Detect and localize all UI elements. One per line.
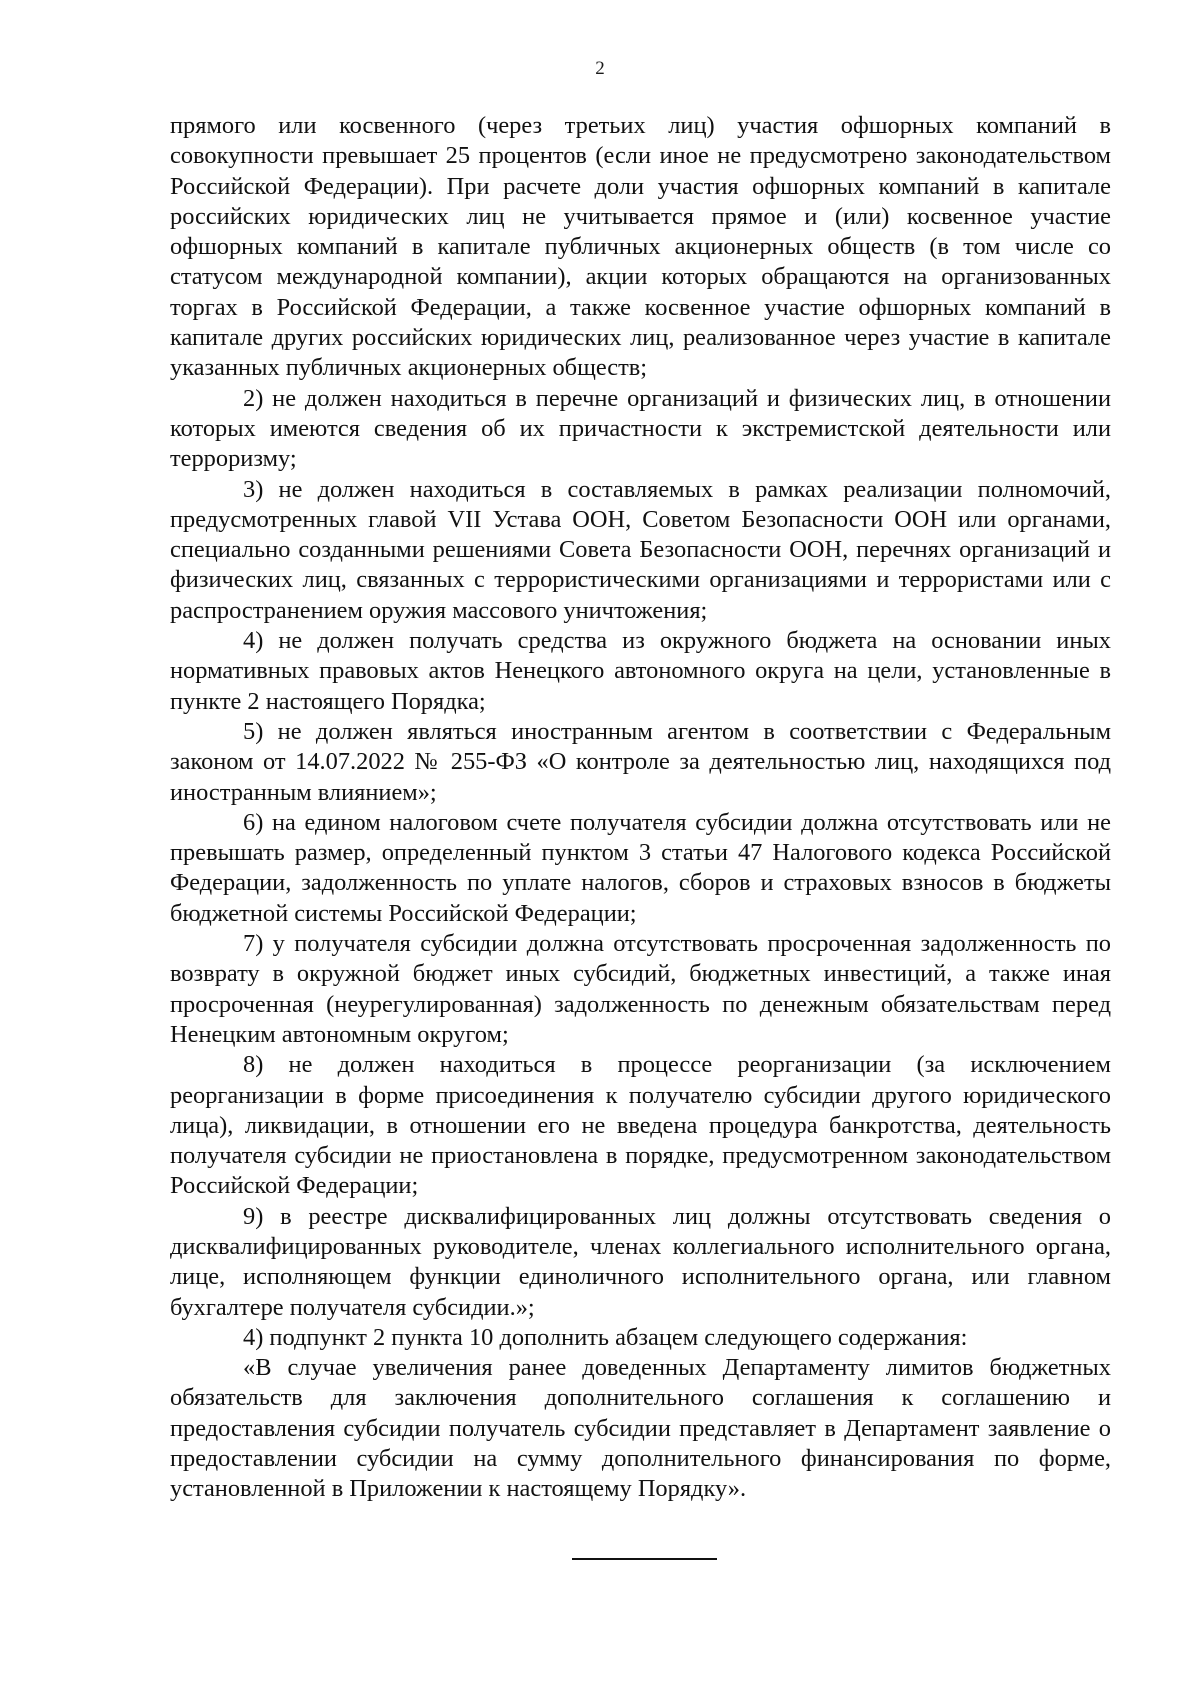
paragraph-item-5: 5) не должен являться иностранным агентом в соответствии с Федеральным законом от 14.07.2022 № 255-ФЗ «О контроле за деятельностью лиц, находящихся под иностранным влиянием»; bbox=[170, 717, 1111, 806]
page-number: 2 bbox=[595, 58, 605, 79]
paragraph-item-9: 9) в реестре дисквалифицированных лиц должны отсутствовать сведения о дисквалифицированных руководителе, членах коллегиального исполнительного органа, лице, исполняющем функции единоличного исполнительного органа, или главном бухгалтере получателя субсидии.»; bbox=[170, 1202, 1111, 1321]
paragraph-amendment-quote: «В случае увеличения ранее доведенных Департаменту лимитов бюджетных обязательств для заключения дополнительного соглашения к соглашению и предоставления субсидии получатель субсидии представляет в Департамент заявление о предоставлении субсидии на сумму дополнительного финансирования по форме, установленной в Приложении к настоящему Порядку». bbox=[170, 1354, 1111, 1503]
paragraph-item-6: 6) на едином налоговом счете получателя субсидии должна отсутствовать или не превышать размер, определенный пунктом 3 статьи 47 Налогового кодекса Российской Федерации, задолженность по уплате налогов, сборов и страховых взносов в бюджеты бюджетной системы Российской Федерации; bbox=[170, 808, 1111, 927]
paragraph-item-2: 2) не должен находиться в перечне организаций и физических лиц, в отношении которых имеются сведения об их причастности к экстремистской деятельности или терроризму; bbox=[170, 384, 1111, 473]
paragraph-item-3: 3) не должен находиться в составляемых в рамках реализации полномочий, предусмотренных главой VII Устава ООН, Советом Безопасности ООН или органами, специально созданными решениями Совета Безопасности ООН, перечнях организаций и физических лиц, связанных с террористическими организациями и террористами или с распространением оружия массового уничтожения; bbox=[170, 475, 1111, 624]
paragraph-item-7: 7) у получателя субсидии должна отсутствовать просроченная задолженность по возврату в окружной бюджет иных субсидий, бюджетных инвестиций, а также иная просроченная (неурегулированная) задолженность по денежным обязательствам перед Ненецким автономным округом; bbox=[170, 930, 1111, 1048]
paragraph-offshore-participation: прямого или косвенного (через третьих лиц) участия офшорных компаний в совокупности превышает 25 процентов (если иное не предусмотрено законодательством Российской Федерации). При расчете доли участия офшорных компаний в капитале российских юридических лиц не учитывается прямое и (или) косвенное участие офшорных компаний в капитале публичных акционерных обществ (в том числе со статусом международной компании), акции которых обращаются на организованных торгах в Российской Федерации, а также косвенное участие офшорных компаний в капитале других российских юридических лиц, реализованное через участие в капитале указанных публичных акционерных обществ; bbox=[170, 112, 1111, 382]
paragraph-amendment-4: 4) подпункт 2 пункта 10 дополнить абзацем следующего содержания: bbox=[243, 1323, 968, 1351]
document-body bbox=[170, 111, 1111, 1505]
end-of-document-rule bbox=[572, 1558, 717, 1560]
paragraph-item-8: 8) не должен находиться в процессе реорганизации (за исключением реорганизации в форме присоединения к получателю субсидии другого юридического лица), ликвидации, в отношении его не введена процедура банкротства, деятельность получателя субсидии не приостановлена в порядке, предусмотренном законодательством Российской Федерации; bbox=[170, 1051, 1111, 1200]
paragraph-item-4: 4) не должен получать средства из окружного бюджета на основании иных нормативных правовых актов Ненецкого автономного округа на цели, установленные в пункте 2 настоящего Порядка; bbox=[170, 627, 1111, 715]
